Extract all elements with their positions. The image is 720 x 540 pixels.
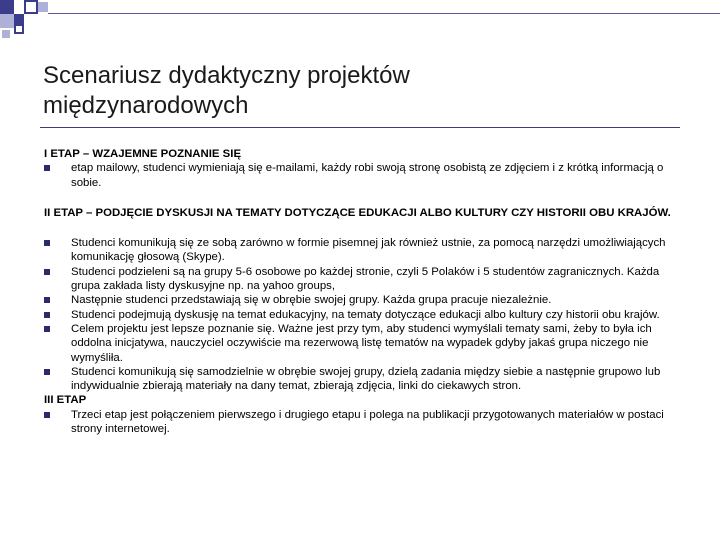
list-item [44,322,684,365]
square-bullet-icon [44,240,50,246]
etap1-heading: I ETAP – WZAJEMNE POZNANIE SIĘ [44,148,242,160]
list-item [44,293,684,307]
list-item-text: etap mailowy, studenci wymieniają się e-mailami, każdy robi swoją stronę osobistą ze zdjęciem i z krótką informacją o sobie. [71,162,664,189]
square-bullet-icon [44,269,50,275]
etap2-list [44,236,684,393]
list-item-text: Celem projektu jest lepsze poznanie się. Ważne jest przy tym, aby studenci wymyślali tematy sami, żeby to była ich oddolna inicjatywa, nauczyciel oczywiście ma rezerwową listę tematów na wypadek gdyby jakaś grupa niczego nie wymyśliła. [71,322,652,364]
list-item-text: Studenci podejmują dyskusję na temat edukacyjny, na tematy dotyczące edukacji albo kultury czy historii obu krajów. [71,308,660,321]
list-item [44,161,684,190]
square-bullet-icon [44,326,50,332]
square-bullet-icon [44,297,50,303]
slide-content [44,147,684,436]
list-item-text: Studenci komunikują się samodzielnie w obrębie swojej grupy, dzielą zadania między siebie a następnie grupowo lub indywidualnie zbierają materiały na dany temat, zbierają zdjęcia, linki do ciekawych stron. [71,365,661,393]
list-item [44,308,684,322]
top-rule [48,13,720,14]
slide-title [43,61,683,121]
slide-title-line-2: międzynarodowych [43,92,249,119]
deco-square-light-2 [38,2,48,12]
etap2-heading: II ETAP – PODJĘCIE DYSKUSJI NA TEMATY DOTYCZĄCE EDUKACJI ALBO KULTURY CZY HISTORII OBU KRAJÓW. [44,206,671,219]
etap3-heading: III ETAP [44,394,87,407]
list-item [44,236,684,265]
list-item-text: Studenci komunikują się ze sobą zarówno w formie pisemnej jak również ustnie, za pomocą narzędzi umożliwiających komunikację głosową (Skype). [71,237,666,264]
square-bullet-icon [44,312,50,318]
list-item-text: Trzeci etap jest połączeniem pierwszego i drugiego etapu i polega na publikacji przygotowanych materiałów w postaci strony internetowej. [71,408,664,436]
list-item [44,408,684,437]
slide-title-line-1: Scenariusz dydaktyczny projektów [43,62,410,89]
list-item-text: Następnie studenci przedstawiają się w obrębie swojej grupy. Każda grupa pracuje niezależnie. [71,294,552,307]
square-bullet-icon [44,165,50,171]
list-item-text: Studenci podzieleni są na grupy 5-6 osobowe po każdej stronie, czyli 5 Polaków i 5 studentów zagranicznych. Każda grupa zakłada listy dyskusyjne np. na yahoo groups, [71,265,660,293]
deco-square-outline-1 [24,0,38,14]
list-item [44,365,684,394]
square-bullet-icon [44,369,50,375]
deco-square-light-3 [2,30,10,38]
list-item [44,265,684,294]
square-bullet-icon [44,412,50,418]
deco-square-filled-1 [0,0,14,14]
deco-square-outline-2 [14,24,24,34]
etap3-list [44,408,684,437]
title-rule [40,127,680,128]
deco-square-light-1 [0,14,14,28]
deco-square-filled-2 [14,14,24,24]
etap1-list [44,161,684,190]
corner-decoration [0,0,60,44]
